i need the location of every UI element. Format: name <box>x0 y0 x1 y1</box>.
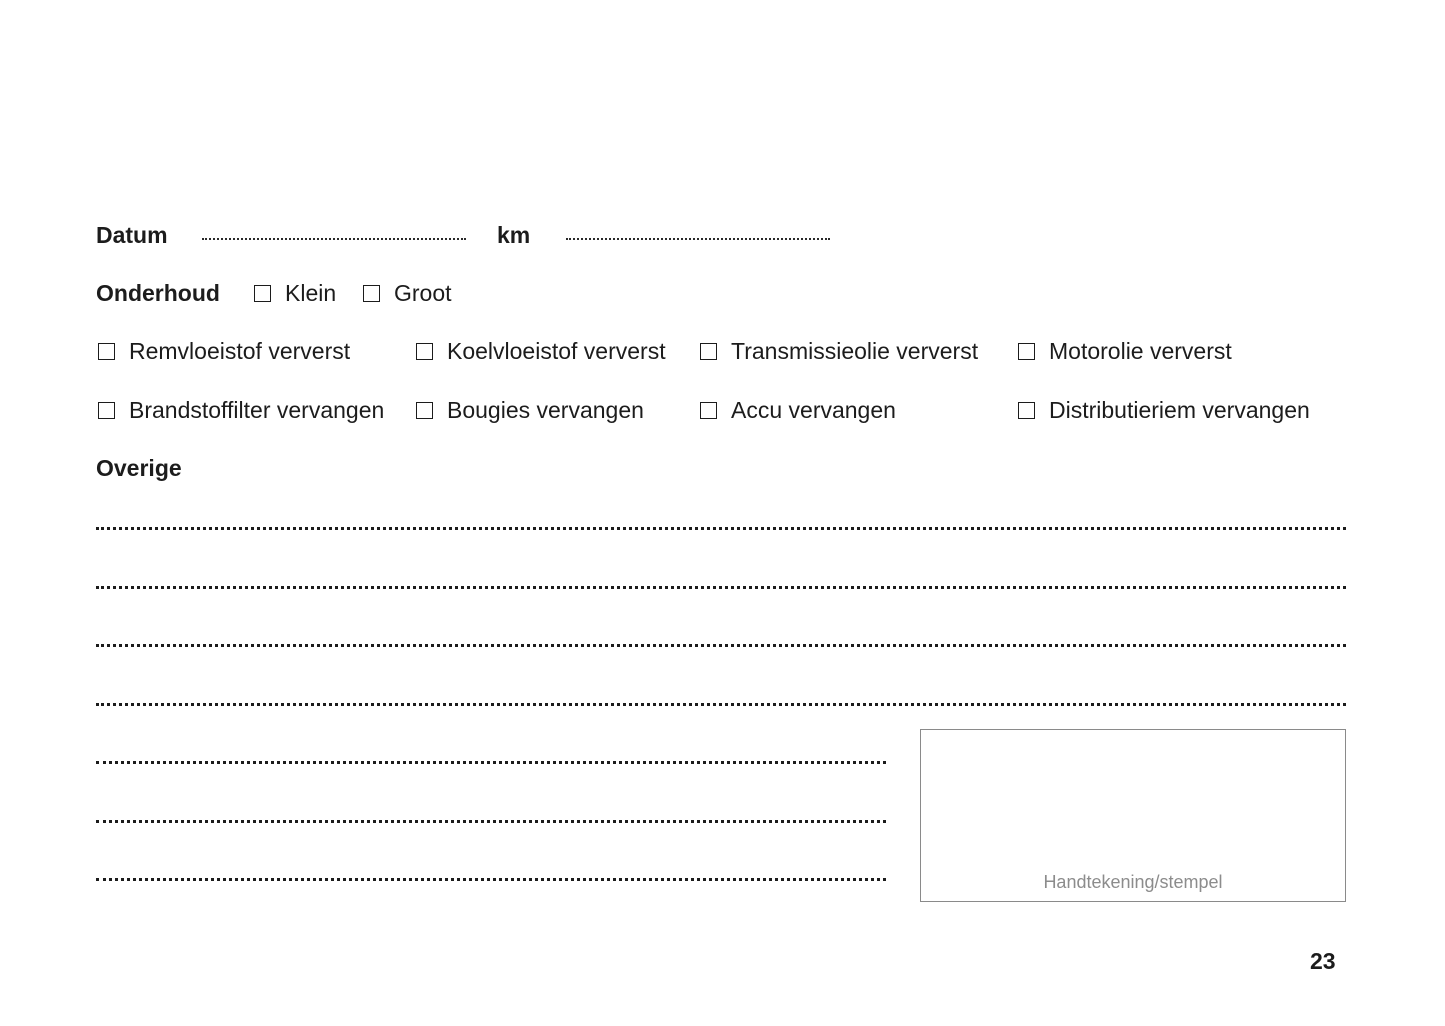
notes-line[interactable] <box>96 703 1346 706</box>
checkbox-distributieriem[interactable] <box>1018 396 1310 424</box>
checkbox-label: Distributieriem vervangen <box>1049 397 1310 423</box>
checkbox-klein-label: Klein <box>285 280 337 306</box>
checkbox-square-icon <box>98 402 115 419</box>
checkbox-square-icon <box>416 343 433 360</box>
checkbox-label: Remvloeistof ververst <box>129 338 351 364</box>
checkbox-klein[interactable] <box>254 279 336 307</box>
signature-label: Handtekening/stempel <box>1043 872 1223 892</box>
checkbox-groot-label: Groot <box>394 280 452 306</box>
checkbox-square-icon <box>254 285 271 302</box>
checkbox-brandstoffilter[interactable] <box>98 396 384 424</box>
checkbox-label: Koelvloeistof ververst <box>447 338 666 364</box>
checkbox-transmissieolie[interactable] <box>700 337 978 365</box>
notes-line[interactable] <box>96 586 1346 589</box>
checkbox-label: Brandstoffilter vervangen <box>129 397 385 423</box>
checkbox-square-icon <box>98 343 115 360</box>
checkbox-label: Bougies vervangen <box>447 397 644 423</box>
notes-line[interactable] <box>96 820 886 823</box>
checkbox-bougies[interactable] <box>416 396 644 424</box>
km-field[interactable] <box>566 238 830 240</box>
checkbox-square-icon <box>416 402 433 419</box>
checkbox-label: Motorolie ververst <box>1049 338 1232 364</box>
checkbox-groot[interactable] <box>363 279 452 307</box>
notes-line[interactable] <box>96 878 886 881</box>
checkbox-square-icon <box>1018 343 1035 360</box>
checkbox-square-icon <box>363 285 380 302</box>
checkbox-square-icon <box>700 402 717 419</box>
checkbox-accu[interactable] <box>700 396 896 424</box>
checkbox-motorolie[interactable] <box>1018 337 1232 365</box>
date-field[interactable] <box>202 238 466 240</box>
km-label: km <box>497 222 531 248</box>
notes-line[interactable] <box>96 761 886 764</box>
checkbox-koelvloeistof[interactable] <box>416 337 666 365</box>
date-label: Datum <box>96 222 168 248</box>
checkbox-square-icon <box>700 343 717 360</box>
maintenance-label: Onderhoud <box>96 280 220 306</box>
checkbox-remvloeistof[interactable] <box>98 337 350 365</box>
other-label: Overige <box>96 455 182 481</box>
checkbox-label: Accu vervangen <box>731 397 896 423</box>
checkbox-label: Transmissieolie ververst <box>731 338 979 364</box>
notes-line[interactable] <box>96 527 1346 530</box>
page-number: 23 <box>1310 948 1336 974</box>
notes-line[interactable] <box>96 644 1346 647</box>
checkbox-square-icon <box>1018 402 1035 419</box>
signature-box[interactable] <box>920 729 1346 902</box>
